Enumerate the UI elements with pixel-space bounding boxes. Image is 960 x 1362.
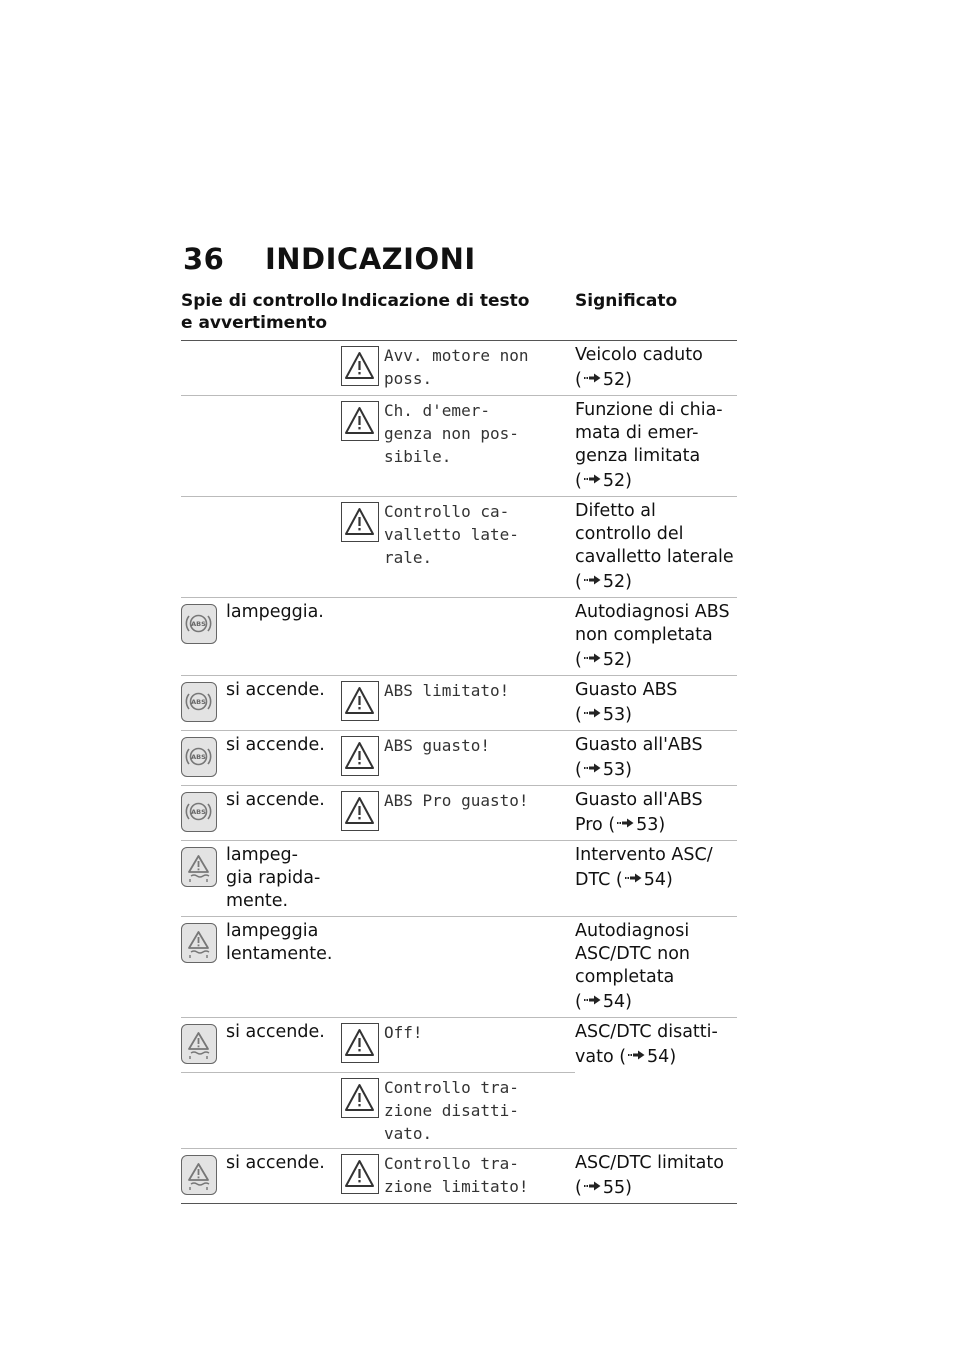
lamp-cell [181, 497, 341, 598]
lamp-cell [181, 1072, 341, 1148]
text-indication-cell [341, 786, 575, 841]
text-indication-cell [341, 341, 575, 396]
lamp-behavior: si accende. [226, 680, 325, 700]
page-reference-arrow-icon [628, 1044, 645, 1054]
meaning-cell [575, 598, 737, 676]
abs-icon [181, 737, 217, 777]
asc-dtc-icon [181, 1024, 217, 1064]
lamp-behavior: si accende. [226, 735, 325, 755]
page-reference-arrow-icon [584, 1175, 601, 1185]
meaning-cell [575, 341, 737, 396]
page-reference[interactable]: 53) [636, 815, 666, 835]
abs-icon [181, 604, 217, 644]
meaning-text: Autodiagnosi ABS non completata ( [575, 602, 730, 670]
text-indication-cell [341, 841, 575, 917]
lamp-cell [181, 786, 341, 841]
page-reference[interactable]: 53) [602, 760, 632, 780]
asc-dtc-icon [181, 1155, 217, 1195]
page-reference[interactable]: 55) [602, 1177, 632, 1198]
asc-dtc-icon [181, 923, 217, 963]
meaning-text: ASC/DTC limitato ( [575, 1152, 724, 1198]
display-message: ABS limitato! [384, 681, 510, 700]
display-message: ABS guasto! [384, 736, 490, 755]
warning-triangle-icon [341, 681, 379, 721]
page-reference-arrow-icon [584, 989, 601, 999]
header-text-indication: Indicazione di testo [341, 290, 575, 341]
warning-triangle-icon [341, 346, 379, 386]
page-reference[interactable]: 52) [602, 471, 632, 491]
display-message: Controllo ca- valletto late- rale. [384, 502, 519, 567]
page-reference[interactable]: 54) [602, 992, 632, 1012]
lamp-cell [181, 841, 341, 917]
page-reference-arrow-icon [625, 867, 642, 877]
lamp-cell [181, 676, 341, 731]
lamp-cell [181, 1018, 341, 1073]
page-reference[interactable]: 52) [602, 370, 632, 390]
display-message: ABS Pro guasto! [384, 791, 529, 810]
lamp-behavior: lampeggia. [226, 602, 324, 622]
text-indication-cell [341, 917, 575, 1018]
warning-triangle-icon [341, 1078, 379, 1118]
meaning-text: Veicolo caduto ( [575, 345, 703, 390]
table-row [181, 676, 737, 731]
meaning-cell [575, 396, 737, 497]
table-row [181, 841, 737, 917]
text-indication-cell [341, 497, 575, 598]
meaning-cell [575, 786, 737, 841]
table-row [181, 598, 737, 676]
lamp-cell [181, 731, 341, 786]
display-message: Ch. d'emer- genza non pos- sibile. [384, 401, 519, 466]
table-row [181, 1072, 737, 1148]
page-header [183, 240, 743, 280]
page-reference[interactable]: 53) [602, 705, 632, 725]
page-reference[interactable]: 54) [647, 1047, 677, 1067]
warning-triangle-icon [341, 791, 379, 831]
meaning-text: Difetto al controllo del cavalletto laterale ( [575, 501, 734, 592]
meaning-cell [575, 1148, 737, 1203]
page-reference-arrow-icon [584, 367, 601, 377]
warning-triangle-icon [341, 502, 379, 542]
page-reference[interactable]: 52) [602, 572, 632, 592]
page-reference-arrow-icon [584, 569, 601, 579]
page-reference-arrow-icon [584, 647, 601, 657]
lamp-cell [181, 917, 341, 1018]
meaning-cell [575, 917, 737, 1018]
page-reference[interactable]: 54) [643, 870, 673, 890]
meaning-text: Guasto ABS ( [575, 680, 678, 725]
warning-triangle-icon [341, 1023, 379, 1063]
lamp-behavior: si accende. [226, 790, 325, 810]
table-row [181, 786, 737, 841]
lamp-cell [181, 598, 341, 676]
table-row [181, 1148, 737, 1203]
display-message: Off! [384, 1023, 423, 1042]
meaning-text: Autodiagnosi ASC/DTC non completata ( [575, 921, 691, 1012]
page-reference[interactable]: 52) [602, 650, 632, 670]
page-number: 36 [183, 242, 225, 276]
table-row [181, 731, 737, 786]
header-lamps: Spie di controllo e avvertimento [181, 290, 341, 341]
indicator-table [181, 290, 737, 1204]
table-row [181, 341, 737, 396]
text-indication-cell [341, 731, 575, 786]
lamp-cell [181, 341, 341, 396]
page-reference-arrow-icon [584, 468, 601, 478]
lamp-cell [181, 1148, 341, 1203]
warning-triangle-icon [341, 736, 379, 776]
meaning-cell [575, 841, 737, 917]
text-indication-cell [341, 676, 575, 731]
lamp-behavior: si accende. [226, 1152, 325, 1173]
lamp-behavior: si accende. [226, 1022, 325, 1042]
warning-triangle-icon [341, 401, 379, 441]
text-indication-cell [341, 598, 575, 676]
abs-icon [181, 682, 217, 722]
abs-icon [181, 792, 217, 832]
warning-triangle-icon [341, 1154, 379, 1194]
lamp-behavior: lampeg- gia rapida- mente. [226, 845, 321, 911]
text-indication-cell [341, 1072, 575, 1148]
table-row [181, 497, 737, 598]
lamp-behavior: lampeggia lentamente. [226, 921, 333, 964]
header-meaning: Significato [575, 290, 737, 341]
lamp-cell [181, 396, 341, 497]
meaning-text: Guasto all'ABS ( [575, 735, 703, 780]
meaning-text: Intervento ASC/ DTC ( [575, 845, 713, 890]
meaning-text: Funzione di chia- mata di emer- genza limitata ( [575, 400, 723, 491]
display-message: Controllo tra- zione limitato! [384, 1153, 529, 1196]
text-indication-cell [341, 1018, 575, 1073]
table-header-row [181, 290, 737, 341]
meaning-cell [575, 676, 737, 731]
page-reference-arrow-icon [584, 757, 601, 767]
meaning-text: ASC/DTC disatti- vato ( [575, 1022, 718, 1067]
table-row [181, 396, 737, 497]
display-message: Controllo tra- zione disatti- vato. [384, 1077, 519, 1143]
meaning-cell [575, 731, 737, 786]
table-row [181, 917, 737, 1018]
page-title: INDICAZIONI [265, 242, 476, 276]
page-reference-arrow-icon [617, 812, 634, 822]
display-message: Avv. motore non poss. [384, 346, 529, 388]
text-indication-cell [341, 1148, 575, 1203]
page-reference-arrow-icon [584, 702, 601, 712]
meaning-cell [575, 1072, 737, 1148]
meaning-text: Guasto all'ABS Pro ( [575, 790, 703, 835]
table-row [181, 1018, 737, 1073]
meaning-cell [575, 1018, 737, 1073]
asc-dtc-icon [181, 847, 217, 887]
meaning-cell [575, 497, 737, 598]
text-indication-cell [341, 396, 575, 497]
